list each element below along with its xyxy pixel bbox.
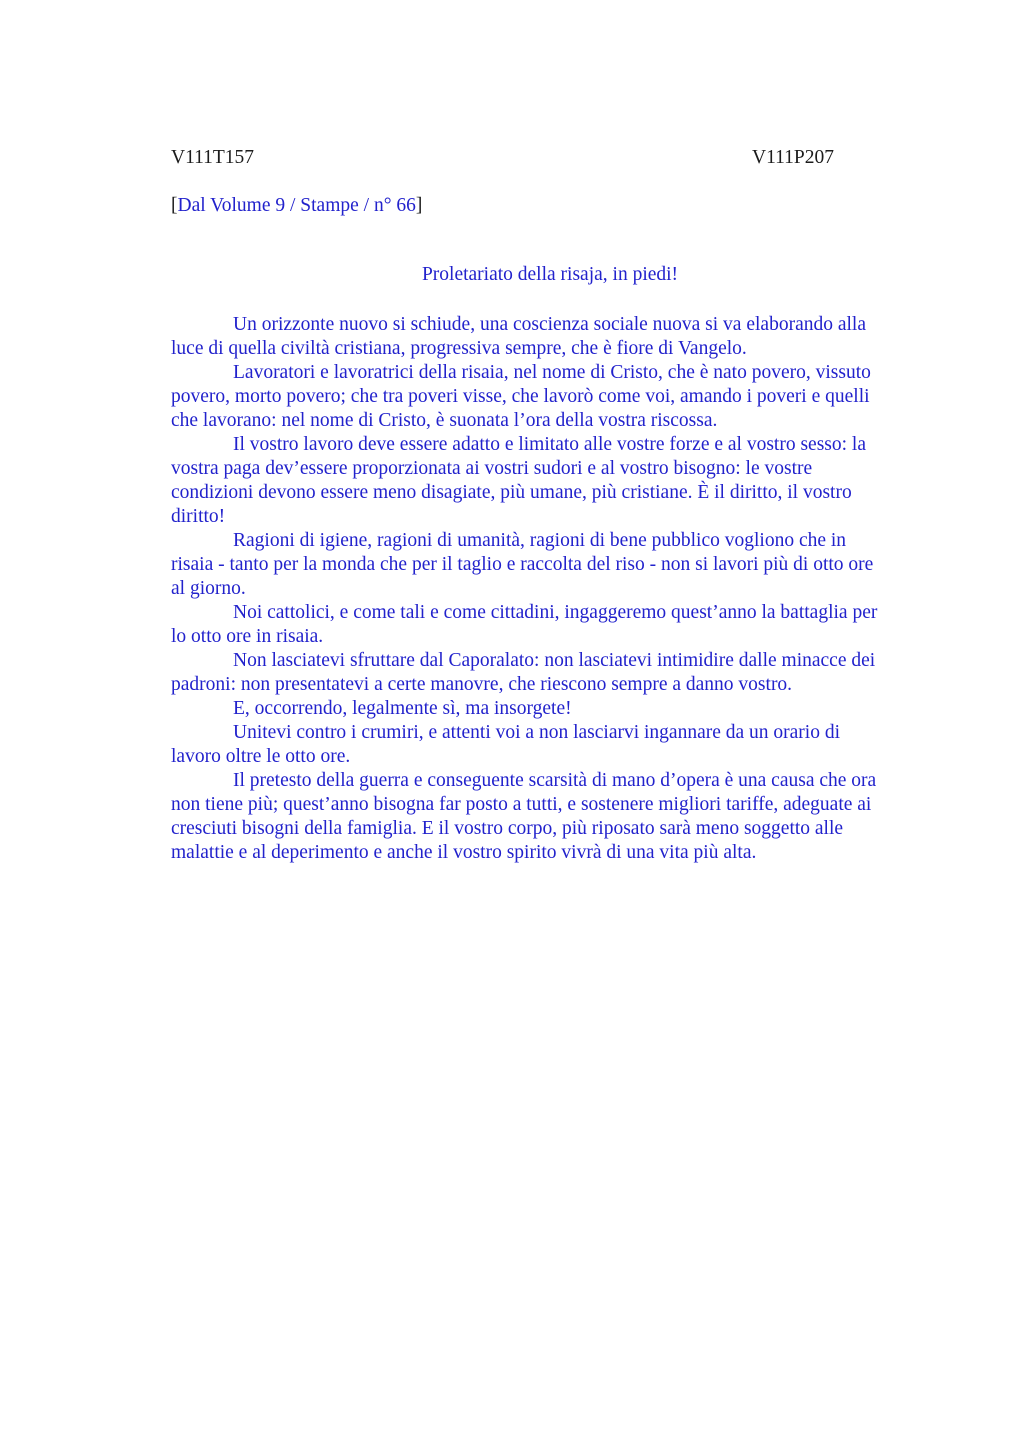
- text-line: malattie e al deperimento e anche il vostro spirito vivrà di una vita più alta.: [171, 842, 757, 863]
- text-line: risaia - tanto per la monda che per il taglio e raccolta del riso - non si lavori più di otto ore: [171, 554, 874, 575]
- text-line: Un orizzonte nuovo si schiude, una coscienza sociale nuova si va elaborando alla: [233, 314, 866, 335]
- text-line: lavoro oltre le otto ore.: [171, 746, 351, 767]
- paragraph-8: [171, 721, 971, 769]
- source-reference: [171, 194, 422, 218]
- text-line: luce di quella civiltà cristiana, progressiva sempre, che è fiore di Vangelo.: [171, 338, 747, 359]
- text-line: vostra paga dev’essere proporzionata ai vostri sudori e al vostro bisogno: le vostre: [171, 458, 813, 479]
- text-line: Lavoratori e lavoratrici della risaia, nel nome di Cristo, che è nato povero, vissuto: [233, 362, 871, 383]
- text-line: non tiene più; quest’anno bisogna far posto a tutti, e sostenere migliori tariffe, adeguate ai: [171, 794, 872, 815]
- text-line: padroni: non presentatevi a certe manovre, che riescono sempre a danno vostro.: [171, 674, 793, 695]
- text-line: al giorno.: [171, 578, 246, 599]
- open-bracket: [: [171, 195, 178, 216]
- paragraph-9: [171, 769, 971, 865]
- paragraph-1: [171, 313, 971, 361]
- document-title: Proletariato della risaja, in piedi!: [421, 264, 679, 285]
- text-line: Il pretesto della guerra e conseguente scarsità di mano d’opera è una causa che ora: [233, 770, 877, 791]
- text-line: Noi cattolici, e come tali e come cittadini, ingaggeremo quest’anno la battaglia per: [233, 602, 878, 623]
- archive-code-left: V111T157: [171, 147, 255, 168]
- text-line: diritto!: [171, 506, 226, 527]
- text-line: lo otto ore in risaia.: [171, 626, 324, 647]
- document-body: [171, 313, 971, 865]
- source-reference-text: Dal Volume 9 / Stampe / n° 66: [177, 195, 416, 216]
- text-line: povero, morto povero; che tra poveri visse, che lavorò come voi, amando i poveri e quelli: [171, 386, 870, 407]
- page-header: [0, 146, 1024, 170]
- paragraph-4: [171, 529, 971, 601]
- close-bracket: ]: [415, 195, 423, 216]
- paragraph-3: [171, 433, 971, 529]
- text-line: cresciuti bisogni della famiglia. E il vostro corpo, più riposato sarà meno soggetto alle: [171, 818, 844, 839]
- text-line: E, occorrendo, legalmente sì, ma insorgete!: [233, 698, 572, 719]
- text-line: condizioni devono essere meno disagiate, più umane, più cristiane. È il diritto, il vostro: [171, 482, 852, 503]
- text-line: Il vostro lavoro deve essere adatto e limitato alle vostre forze e al vostro sesso: la: [233, 434, 866, 455]
- text-line: Non lasciatevi sfruttare dal Caporalato: non lasciatevi intimidire dalle minacce dei: [233, 650, 876, 671]
- archive-code-right: V111P207: [752, 147, 834, 168]
- paragraph-5: [171, 601, 971, 649]
- paragraph-2: [171, 361, 971, 433]
- paragraph-6: [171, 649, 971, 697]
- paragraph-7: [171, 697, 971, 721]
- text-line: che lavorano: nel nome di Cristo, è suonata l’ora della vostra riscossa.: [171, 410, 718, 431]
- text-line: Unitevi contro i crumiri, e attenti voi a non lasciarvi ingannare da un orario di: [233, 722, 841, 743]
- text-line: Ragioni di igiene, ragioni di umanità, ragioni di bene pubblico vogliono che in: [233, 530, 847, 551]
